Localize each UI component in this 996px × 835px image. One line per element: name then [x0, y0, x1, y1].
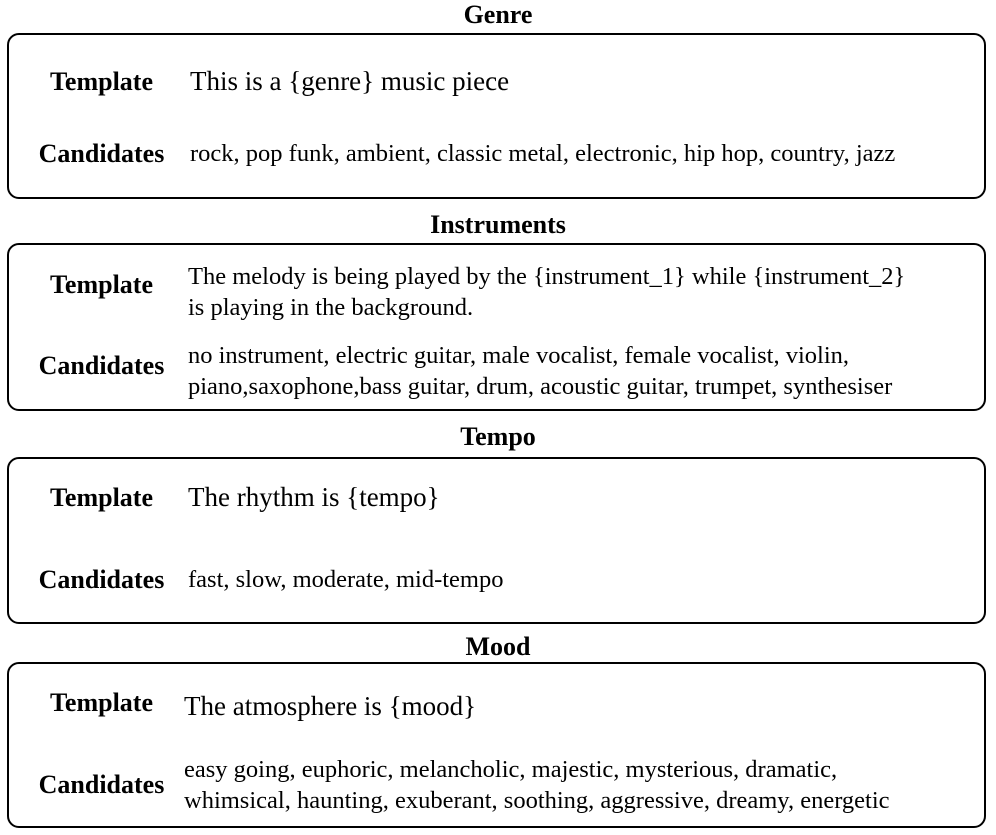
candidates-label: Candidates	[38, 770, 165, 799]
template-text	[188, 482, 440, 513]
candidates-line: no instrument, electric guitar, male vocalist, female vocalist, violin,	[188, 342, 849, 369]
template-line: The rhythm is {tempo}	[188, 482, 440, 512]
template-line: The melody is being played by the {instrument_1} while {instrument_2}	[188, 263, 906, 290]
template-line: The atmosphere is {mood}	[184, 691, 477, 721]
candidates-text	[188, 340, 892, 402]
section-title-genre: Genre	[463, 0, 533, 29]
section-box-mood	[7, 662, 986, 828]
template-line: This is a {genre} music piece	[190, 66, 510, 96]
template-text	[190, 66, 509, 97]
candidates-text	[188, 564, 503, 595]
candidates-line: whimsical, haunting, exuberant, soothing, aggressive, dreamy, energetic	[184, 787, 890, 814]
section-title-tempo: Tempo	[460, 422, 536, 451]
candidates-label: Candidates	[38, 565, 165, 594]
candidates-line: piano,saxophone,bass guitar, drum, acoustic guitar, trumpet, synthesiser	[188, 373, 893, 400]
candidates-line: rock, pop funk, ambient, classic metal, electronic, hip hop, country, jazz	[190, 140, 896, 167]
template-label: Template	[49, 67, 154, 96]
template-label: Template	[49, 688, 154, 717]
section-title-mood: Mood	[465, 632, 531, 661]
template-label: Template	[49, 483, 154, 512]
candidates-line: fast, slow, moderate, mid-tempo	[188, 566, 504, 593]
candidates-text	[184, 754, 890, 816]
section-box-instruments	[7, 243, 986, 411]
section-box-tempo	[7, 457, 986, 624]
section-title-instruments: Instruments	[430, 210, 566, 239]
candidates-line: easy going, euphoric, melancholic, majestic, mysterious, dramatic,	[184, 756, 838, 783]
candidates-label: Candidates	[38, 351, 165, 380]
template-label: Template	[49, 270, 154, 299]
candidates-text	[190, 138, 895, 169]
template-text	[188, 261, 905, 323]
candidates-label: Candidates	[38, 139, 165, 168]
section-box-genre	[7, 33, 986, 199]
template-line: is playing in the background.	[188, 294, 474, 321]
template-text	[184, 691, 476, 722]
